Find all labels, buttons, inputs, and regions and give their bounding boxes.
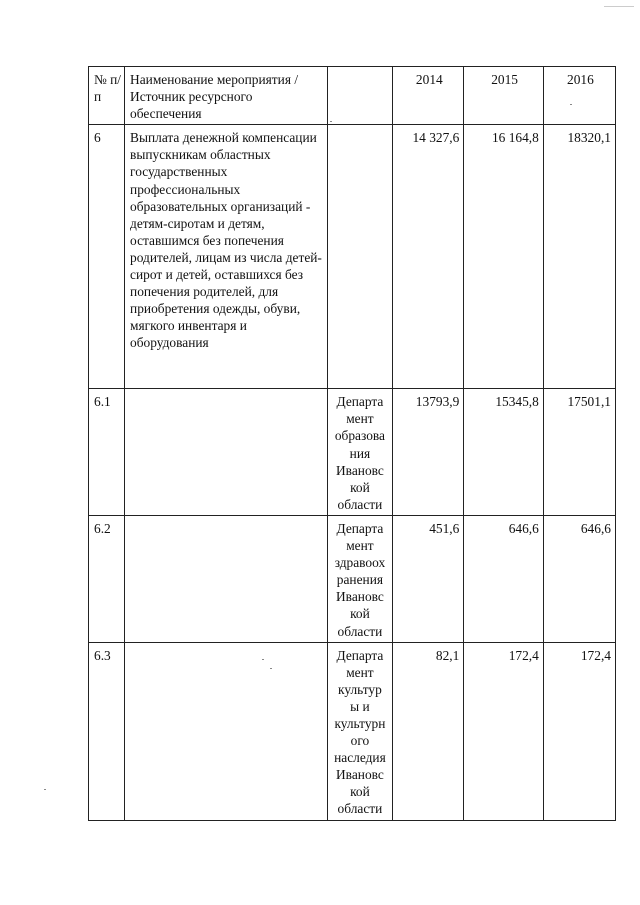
scan-speck	[262, 659, 264, 660]
row-value-2014: 82,1	[393, 642, 464, 820]
row-value-2015: 16 164,8	[464, 125, 544, 389]
row-source-text: Департа мент здравоох ранения Ивановс кой области	[334, 520, 386, 639]
row-value-2014: 451,6	[393, 515, 464, 642]
row-num: 6.1	[89, 389, 125, 516]
row-value-2014: 13793,9	[393, 389, 464, 516]
table-row	[89, 642, 616, 820]
row-num: 6.3	[89, 642, 125, 820]
table-row	[89, 389, 616, 516]
row-source-text: Департа мент образова ния Ивановс кой области	[334, 394, 385, 512]
row-name	[125, 389, 328, 516]
table-row	[89, 125, 616, 389]
row-source	[327, 515, 393, 642]
row-value-2016: 17501,1	[543, 389, 615, 516]
scan-speck	[330, 121, 332, 122]
row-name: Выплата денежной компенсации выпускникам областных государственных профессиональных образовательных организаций - детям-сиротам и детям, оставшимся без попечения родителей, лицам из числа детей-сирот и детей, оставшихся без попечения родителей, для приобретения одежды, обуви, мягкого инвентаря и оборудования	[125, 125, 328, 389]
budget-table	[88, 66, 616, 821]
row-value-2014: 14 327,6	[393, 125, 464, 389]
row-num: 6.2	[89, 515, 125, 642]
header-year-2015: 2015	[464, 67, 544, 125]
row-name	[125, 515, 328, 642]
row-source	[327, 642, 393, 820]
row-source-text: Департа мент культур ы и культурн ого наследия Ивановс кой области	[334, 647, 386, 817]
scan-speck	[270, 668, 272, 669]
scan-speck	[570, 104, 572, 105]
header-num: № п/п	[89, 67, 125, 125]
table-row	[89, 515, 616, 642]
header-year-2016: 2016	[543, 67, 615, 125]
row-value-2016: 646,6	[543, 515, 615, 642]
header-year-2014: 2014	[393, 67, 464, 125]
scan-speck	[604, 6, 634, 7]
row-source	[327, 125, 393, 389]
table-header-row	[89, 67, 616, 125]
row-num: 6	[89, 125, 125, 389]
row-value-2015: 15345,8	[464, 389, 544, 516]
header-name: Наименование мероприятия / Источник ресурсного обеспечения	[125, 67, 328, 125]
scan-speck	[44, 789, 46, 790]
row-value-2015: 172,4	[464, 642, 544, 820]
header-source	[327, 67, 393, 125]
row-name	[125, 642, 328, 820]
row-source	[327, 389, 393, 516]
row-value-2016: 172,4	[543, 642, 615, 820]
row-value-2015: 646,6	[464, 515, 544, 642]
row-value-2016: 18320,1	[543, 125, 615, 389]
